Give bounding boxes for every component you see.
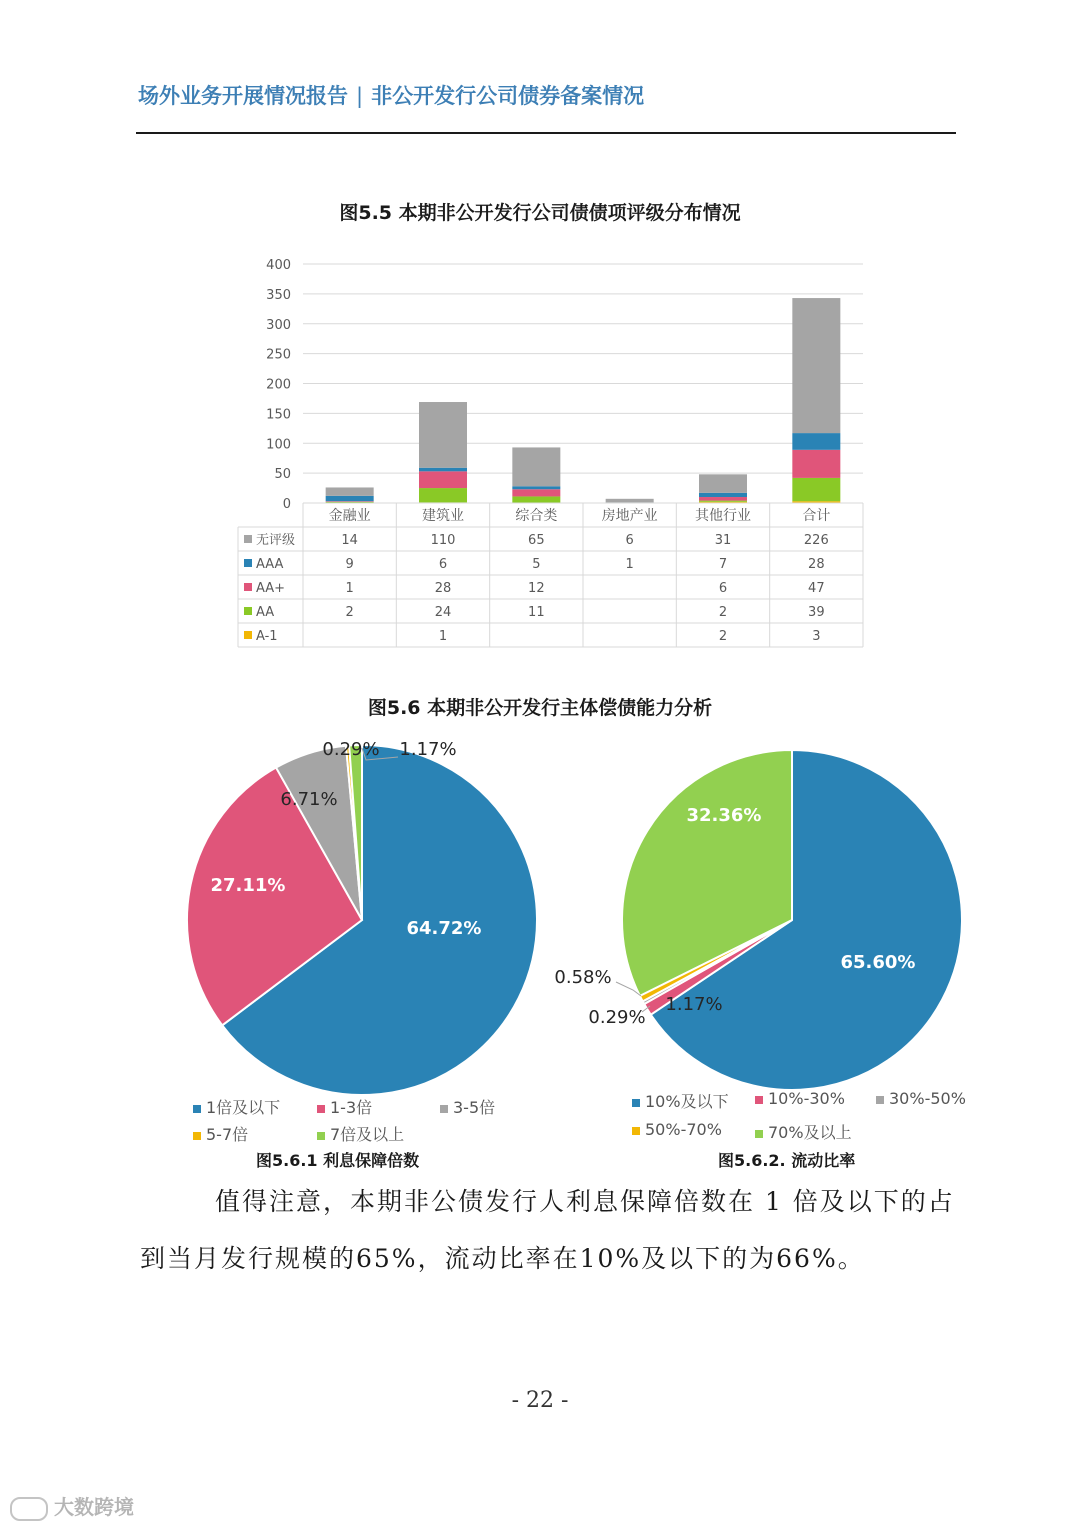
legend-label: 1倍及以下 (206, 1098, 281, 1117)
category-label: 房地产业 (601, 508, 658, 524)
table-cell-value: 24 (434, 605, 452, 620)
pie-data-label: 6.71% (280, 789, 338, 810)
table-cell-value: 28 (434, 581, 452, 596)
series-name: A-1 (256, 629, 278, 644)
table-cell-value: 2 (345, 605, 354, 620)
pie-data-label: 0.29% (322, 739, 380, 760)
legend-label: 3-5倍 (453, 1098, 496, 1117)
legend-item (317, 1095, 372, 1118)
table-cell-value: 6 (718, 581, 728, 596)
table-cell-value: 1 (625, 557, 634, 572)
series-name: AA+ (256, 581, 286, 596)
header-right-title: 非公开发行公司债券备案情况 (371, 84, 645, 108)
table-cell-value: 12 (528, 581, 545, 596)
table-cell-value: 110 (430, 533, 456, 548)
legend-item (632, 1089, 729, 1112)
y-tick-label: 150 (266, 407, 291, 423)
legend-item (193, 1095, 280, 1118)
legend-label: 5-7倍 (206, 1125, 249, 1144)
legend-label: 30%-50% (889, 1089, 966, 1108)
table-cell-value: 1 (438, 629, 448, 644)
series-name: 无评级 (256, 533, 296, 548)
category-label: 建筑业 (422, 508, 464, 524)
table-cell-value: 7 (718, 557, 728, 572)
watermark-logo-icon (10, 1497, 48, 1521)
table-cell-value: 31 (714, 533, 732, 548)
y-tick-label: 200 (266, 377, 291, 393)
y-tick-label: 100 (266, 437, 291, 453)
page-number: - 22 - (511, 1388, 569, 1413)
y-tick-label: 0 (282, 497, 291, 512)
legend-label: 70%及以上 (768, 1123, 852, 1142)
fig562-caption: 图5.6.2. 流动比率 (718, 1151, 856, 1170)
legend-label: 7倍及以上 (330, 1125, 405, 1144)
y-tick-label: 50 (274, 467, 291, 483)
pie-data-label: 27.11% (210, 875, 286, 896)
category-label: 综合类 (515, 508, 558, 524)
pie-data-label: 1.17% (665, 994, 723, 1015)
legend-item (755, 1089, 845, 1108)
y-tick-label: 250 (266, 347, 291, 363)
pie-data-label: 65.60% (840, 952, 916, 973)
pie-data-label: 1.17% (399, 739, 457, 760)
legend-swatch (876, 1096, 884, 1104)
table-cell-value: 6 (438, 557, 448, 572)
legend-item (632, 1120, 722, 1139)
legend-swatch (193, 1132, 201, 1140)
pie-data-label: 32.36% (686, 805, 762, 826)
series-name: AAA (256, 557, 284, 572)
pie-data-label: 0.29% (588, 1007, 646, 1028)
table-cell-value: 5 (532, 557, 541, 572)
y-tick-label: 350 (266, 287, 291, 303)
table-cell-value: 28 (808, 557, 825, 572)
legend-swatch (755, 1096, 763, 1104)
fig561-caption: 图5.6.1 利息保障倍数 (256, 1151, 420, 1170)
table-cell-value: 1 (345, 581, 354, 596)
header-left-title: 场外业务开展情况报告 (138, 84, 348, 108)
legend-label: 1-3倍 (330, 1098, 373, 1117)
y-tick-label: 300 (266, 317, 291, 333)
legend-swatch (632, 1127, 640, 1135)
table-cell-value: 2 (718, 629, 728, 644)
legend-swatch (317, 1105, 325, 1113)
table-cell-value: 3 (812, 629, 821, 644)
legend-item (317, 1122, 404, 1145)
pie-data-label: 64.72% (406, 918, 482, 939)
table-cell-value: 11 (528, 605, 545, 620)
legend-swatch (755, 1130, 763, 1138)
legend-swatch (440, 1105, 448, 1113)
table-cell-value: 2 (718, 605, 728, 620)
legend-label: 10%-30% (768, 1089, 845, 1108)
legend-label: 50%-70% (645, 1120, 722, 1139)
table-cell-value: 47 (808, 581, 825, 596)
legend-label: 10%及以下 (645, 1092, 729, 1111)
table-cell-value: 39 (808, 605, 825, 620)
watermark (10, 1491, 134, 1521)
legend-item (440, 1095, 495, 1118)
category-label: 合计 (802, 508, 831, 524)
table-cell-value: 6 (625, 533, 634, 548)
legend-item (876, 1089, 966, 1108)
series-name: AA (256, 605, 275, 620)
fig56-title: 图5.6 本期非公开发行主体偿债能力分析 (367, 697, 713, 719)
legend-swatch (632, 1099, 640, 1107)
y-tick-label: 400 (266, 258, 291, 273)
legend-swatch (193, 1105, 201, 1113)
table-cell-value: 9 (345, 557, 354, 572)
paragraph-text: 值得注意，本期非公债发行人利息保障倍数在 1 倍及以下的占到当月发行规模的65%，流动比率在10%及以下的为66%。 (140, 1187, 955, 1273)
table-cell-value: 226 (803, 533, 829, 548)
table-cell-value: 14 (341, 533, 358, 548)
fig55-title: 图5.5 本期非公开发行公司债债项评级分布情况 (339, 202, 741, 224)
category-label: 金融业 (328, 508, 371, 524)
header-separator: | (356, 84, 364, 108)
watermark-text: 大数跨境 (54, 1495, 134, 1519)
legend-item (193, 1122, 248, 1145)
legend-item (755, 1120, 852, 1143)
body-paragraph (140, 1173, 955, 1287)
category-label: 其他行业 (695, 508, 751, 524)
pie-data-label: 0.58% (554, 967, 612, 988)
legend-swatch (317, 1132, 325, 1140)
table-cell-value: 65 (528, 533, 545, 548)
